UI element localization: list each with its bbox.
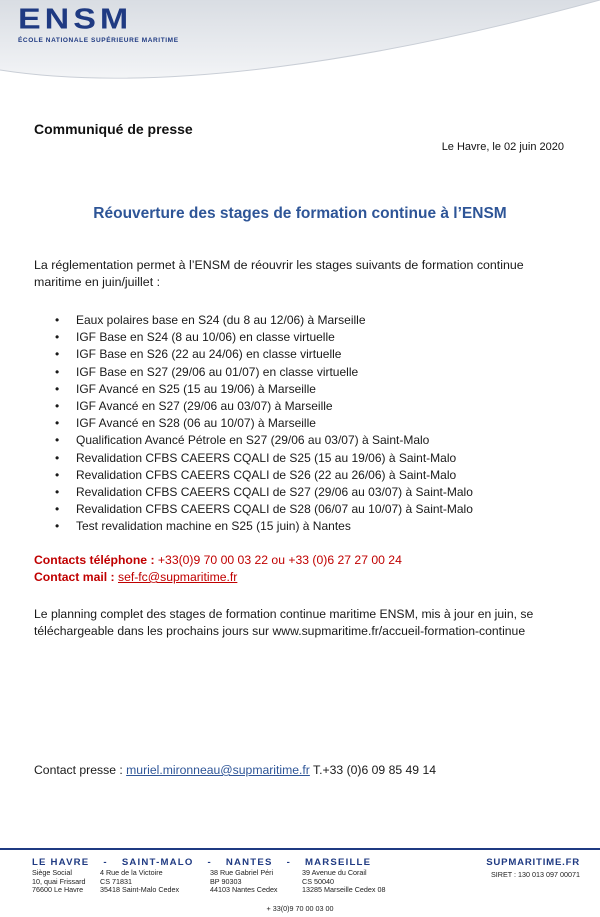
stage-text: IGF Base en S24 (8 au 10/06) en classe virtuelle [76, 330, 335, 345]
list-item [34, 518, 473, 535]
bullet-icon: • [55, 364, 60, 379]
footer-divider [0, 848, 600, 850]
list-item [34, 346, 473, 363]
contacts-block [34, 552, 402, 586]
bullet-icon: • [55, 399, 60, 414]
bullet-icon: • [55, 519, 60, 534]
address-line: 39 Avenue du Corail [302, 868, 367, 877]
address-line: 10, quai Frissard [32, 876, 86, 886]
list-item [34, 484, 473, 501]
document-date: Le Havre, le 02 juin 2020 [441, 141, 564, 153]
address-line: Siège Social [32, 868, 72, 877]
bullet-icon: • [55, 313, 60, 327]
stage-text: Revalidation CFBS CAEERS CQALI de S28 (06/07 au 10/07) à Saint-Malo [76, 502, 473, 517]
bullet-icon: • [55, 450, 60, 465]
logo-wordmark: ENSM [18, 3, 133, 36]
list-item [34, 501, 473, 518]
list-item [34, 415, 473, 432]
city-separator: - [286, 857, 291, 868]
footer-cities [32, 857, 371, 868]
document-title: Réouverture des stages de formation continue à l’ENSM [93, 205, 507, 222]
stage-text: Revalidation CFBS CAEERS CQALI de S25 (15 au 19/06) à Saint-Malo [76, 450, 457, 465]
bullet-icon: • [55, 416, 60, 431]
stage-text: Eaux polaires base en S24 (du 8 au 12/06) à Marseille [76, 313, 366, 327]
phone-contact-line [34, 552, 402, 569]
address-line: 44103 Nantes Cedex [210, 885, 278, 895]
press-contact-line [34, 763, 436, 777]
stage-text: Qualification Avancé Pétrole en S27 (29/06 au 03/07) à Saint-Malo [76, 433, 430, 448]
address-line: CS 71831 [100, 876, 132, 886]
planning-paragraph: Le planning complet des stages de formation continue maritime ENSM, mis à jour en juin, se téléchargeable dans les prochains jours sur www.supmaritime.fr/accueil-formation-continue [34, 607, 534, 638]
address-le-havre [32, 869, 86, 895]
footer-website[interactable]: SUPMARITIME.FR [486, 857, 580, 868]
bullet-icon: • [55, 433, 60, 448]
address-line: BP 90303 [210, 876, 242, 886]
address-line: 35418 Saint-Malo Cedex [100, 885, 180, 895]
mail-contact-label: Contact mail : [34, 570, 115, 584]
logo-subtitle: ÉCOLE NATIONALE SUPÉRIEURE MARITIME [18, 37, 179, 44]
list-item [34, 312, 473, 329]
list-item [34, 450, 473, 467]
list-item [34, 398, 473, 415]
stage-text: Revalidation CFBS CAEERS CQALI de S26 (22 au 26/06) à Saint-Malo [76, 467, 457, 482]
city-nantes: NANTES [225, 857, 273, 868]
stage-text: IGF Base en S27 (29/06 au 01/07) en classe virtuelle [76, 364, 359, 379]
phone-contact-value: +33(0)9 70 00 03 22 ou +33 (0)6 27 27 00 24 [157, 553, 402, 567]
stage-text: IGF Avancé en S25 (15 au 19/06) à Marseille [76, 381, 316, 396]
phone-contact-label: Contacts téléphone : [34, 553, 155, 567]
bullet-icon: • [55, 502, 60, 517]
bullet-icon: • [55, 381, 60, 396]
address-nantes [210, 869, 278, 895]
address-line: 13285 Marseille Cedex 08 [302, 885, 386, 895]
intro-paragraph: La réglementation permet à l’ENSM de réouvrir les stages suivants de formation continue maritime en juin/juillet : [34, 258, 524, 289]
document-type: Communiqué de presse [34, 121, 193, 137]
city-le-havre: LE HAVRE [32, 857, 90, 868]
stage-text: Test revalidation machine en S25 (15 juin) à Nantes [76, 519, 351, 534]
list-item [34, 467, 473, 484]
footer-phone: + 33(0)9 70 00 03 00 [266, 904, 334, 913]
header-band [0, 0, 600, 108]
city-marseille: MARSEILLE [304, 857, 372, 868]
press-phone: T.+33 (0)6 09 85 49 14 [313, 763, 437, 777]
press-contact-label: Contact presse : [34, 763, 123, 777]
list-item [34, 432, 473, 449]
list-item [34, 329, 473, 346]
bullet-icon: • [55, 347, 60, 362]
list-item [34, 364, 473, 381]
press-email-link[interactable]: muriel.mironneau@supmaritime.fr [126, 763, 310, 777]
stages-list [34, 312, 473, 536]
address-line: 4 Rue de la Victoire [100, 868, 163, 877]
city-separator: - [103, 857, 108, 868]
address-line: 38 Rue Gabriel Péri [210, 868, 274, 877]
bullet-icon: • [55, 467, 60, 482]
stage-text: IGF Base en S26 (22 au 24/06) en classe virtuelle [76, 347, 342, 362]
bullet-icon: • [55, 330, 60, 345]
address-saint-malo [100, 869, 179, 895]
bullet-icon: • [55, 485, 60, 500]
ensm-logo [18, 4, 188, 44]
address-line: 76600 Le Havre [32, 885, 84, 895]
stage-text: Revalidation CFBS CAEERS CQALI de S27 (29/06 au 03/07) à Saint-Malo [76, 485, 473, 500]
mail-contact-line [34, 569, 402, 586]
stage-text: IGF Avancé en S28 (06 au 10/07) à Marseille [76, 416, 316, 431]
address-line: CS 50040 [302, 876, 334, 886]
footer-siret: SIRET : 130 013 097 00071 [491, 870, 580, 879]
city-saint-malo: SAINT-MALO [121, 857, 194, 868]
list-item [34, 381, 473, 398]
mail-contact-link[interactable]: sef-fc@supmaritime.fr [117, 570, 238, 584]
address-marseille [302, 869, 386, 895]
stage-text: IGF Avancé en S27 (29/06 au 03/07) à Marseille [76, 399, 333, 414]
city-separator: - [207, 857, 212, 868]
